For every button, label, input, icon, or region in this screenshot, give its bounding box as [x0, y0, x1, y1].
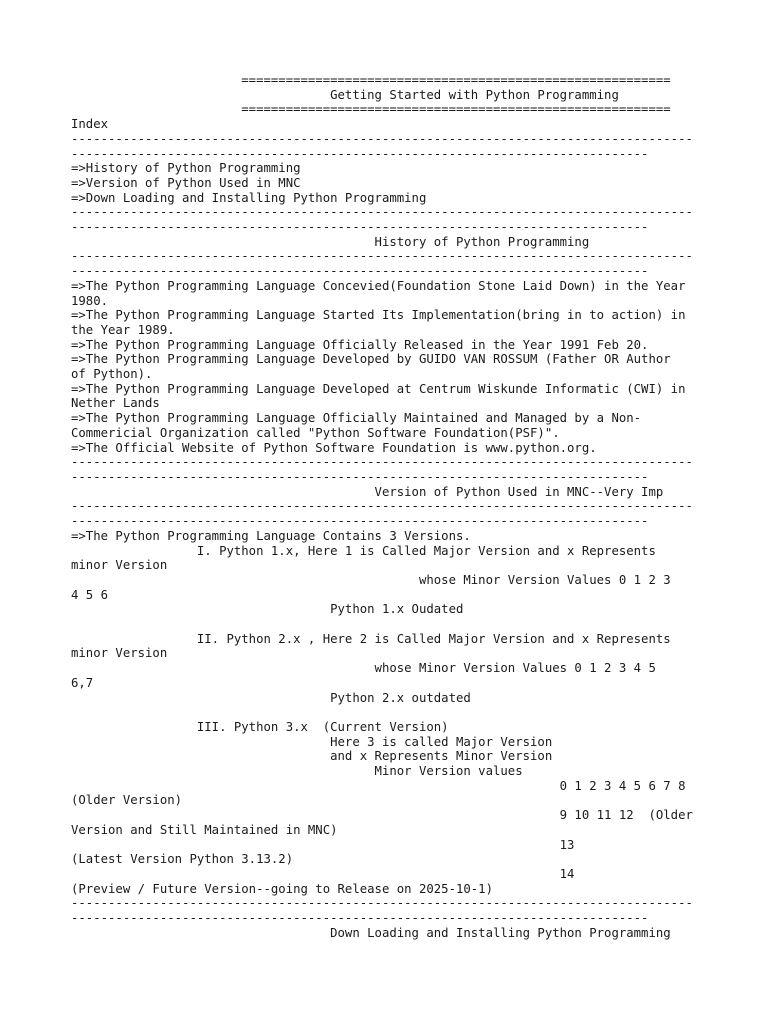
text-line: ------------------------------------------------------------------------------------	[71, 499, 693, 514]
text-line: Python 1.x Oudated	[71, 602, 464, 617]
text-line: (Older Version)	[71, 793, 183, 808]
text-line: I. Python 1.x, Here 1 is Called Major Version and x Represents	[71, 543, 656, 558]
text-line: =>The Python Programming Language Developed by GUIDO VAN ROSSUM (Father OR Author	[71, 352, 671, 367]
text-line: 4 5 6	[71, 587, 109, 602]
text-line: (Latest Version Python 3.13.2)	[71, 852, 294, 867]
text-line: Python 2.x outdated	[71, 690, 471, 705]
text-line: II. Python 2.x , Here 2 is Called Major Version and x Represents	[71, 631, 671, 646]
text-line: minor Version	[71, 558, 168, 573]
text-line: ------------------------------------------------------------------------------------	[71, 455, 693, 470]
text-line: (Preview / Future Version--going to Release on 2025-10-1)	[71, 881, 493, 896]
text-line: History of Python Programming	[71, 234, 590, 249]
text-line: ------------------------------------------------------------------------------	[71, 220, 649, 235]
text-line: III. Python 3.x (Current Version)	[71, 719, 449, 734]
text-line: =>The Official Website of Python Software Foundation is www.python.org.	[71, 440, 597, 455]
text-line: Getting Started with Python Programming	[71, 87, 619, 102]
text-line: minor Version	[71, 646, 168, 661]
text-line: =>Version of Python Used in MNC	[71, 175, 301, 190]
text-line: of Python).	[71, 367, 153, 382]
text-line: 13	[71, 837, 575, 852]
text-line: whose Minor Version Values 0 1 2 3 4 5	[71, 661, 656, 676]
text-line: whose Minor Version Values 0 1 2 3	[71, 572, 671, 587]
text-line: ------------------------------------------------------------------------------	[71, 264, 649, 279]
text-line: =>The Python Programming Language Started Its Implementation(bring in to action) in	[71, 308, 686, 323]
text-line: Commericial Organization called "Python Software Foundation(PSF)".	[71, 425, 560, 440]
text-line: ------------------------------------------------------------------------------------	[71, 249, 693, 264]
text-line: Down Loading and Installing Python Programming	[71, 925, 671, 940]
document-page	[71, 73, 711, 940]
text-line: Version and Still Maintained in MNC)	[71, 822, 338, 837]
text-line: =>The Python Programming Language Developed at Centrum Wiskunde Informatic (CWI) in	[71, 381, 686, 396]
text-line: ==========================================================	[71, 73, 671, 87]
text-line: 9 10 11 12 (Older	[71, 808, 693, 823]
text-line: =>The Python Programming Language Contains 3 Versions.	[71, 528, 471, 543]
text-line: ------------------------------------------------------------------------------------	[71, 131, 693, 146]
text-line: 0 1 2 3 4 5 6 7 8	[71, 778, 686, 793]
text-line: Here 3 is called Major Version	[71, 734, 553, 749]
text-line: ------------------------------------------------------------------------------------	[71, 896, 693, 911]
text-line: =>The Python Programming Language Concevied(Foundation Stone Laid Down) in the Year	[71, 278, 686, 293]
text-line: 6,7	[71, 675, 94, 690]
text-line: the Year 1989.	[71, 322, 175, 337]
text-line: and x Represents Minor Version	[71, 749, 553, 764]
text-line: ------------------------------------------------------------------------------	[71, 469, 649, 484]
text-line: ==========================================================	[71, 102, 671, 117]
text-line: =>History of Python Programming	[71, 161, 301, 176]
text-line: Version of Python Used in MNC--Very Imp	[71, 484, 664, 499]
text-line: ------------------------------------------------------------------------------------	[71, 205, 693, 220]
text-line: =>The Python Programming Language Officially Maintained and Managed by a Non-	[71, 411, 642, 426]
text-line: =>The Python Programming Language Officially Released in the Year 1991 Feb 20.	[71, 337, 649, 352]
text-line: ------------------------------------------------------------------------------	[71, 514, 649, 529]
text-line: ------------------------------------------------------------------------------	[71, 911, 649, 926]
text-line: ------------------------------------------------------------------------------	[71, 146, 649, 161]
text-line: 14	[71, 866, 575, 881]
text-line: 1980.	[71, 293, 109, 308]
text-line: Nether Lands	[71, 396, 160, 411]
document-text	[71, 73, 711, 940]
text-line: Index	[71, 117, 109, 132]
text-line: Minor Version values	[71, 764, 523, 779]
text-line: =>Down Loading and Installing Python Programming	[71, 190, 427, 205]
